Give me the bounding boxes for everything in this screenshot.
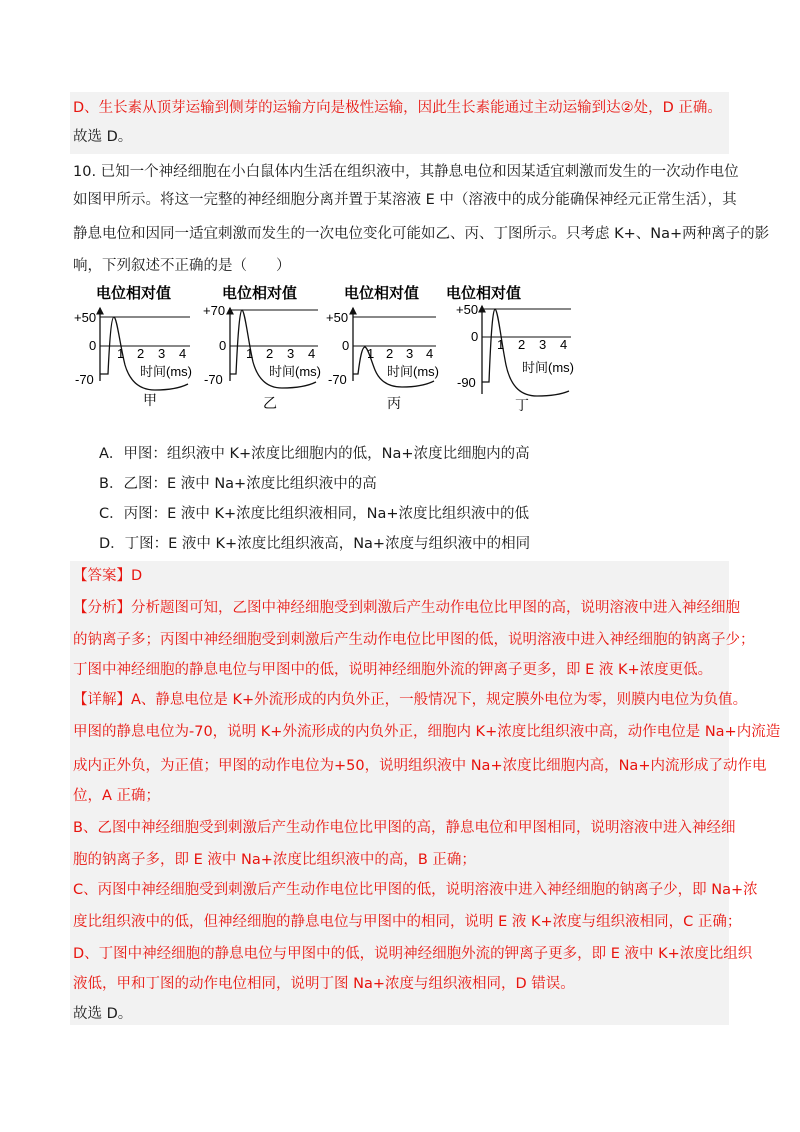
panel-yi-ylabel: 电位相对值 [222,285,298,302]
panel-ding-tick-2: 2 [518,337,526,352]
panel-bing-top-tick: +50 [326,310,349,325]
question-line-2: 如图甲所示。将这一完整的神经细胞分离并置于某溶液 E 中（溶液中的成分能确保神经元正常生活），其 [73,192,737,208]
option-c: C．丙图：E 液中 K+浓度比组织液相同，Na+浓度比组织液中的低 [99,506,530,522]
panel-bing [326,284,439,411]
panel-ding-zero: 0 [471,329,479,344]
panel-yi-top-tick: +70 [203,303,226,318]
panel-jia-zero: 0 [89,338,97,353]
panel-yi-name: 乙 [263,395,277,411]
panel-ding-ylabel: 电位相对值 [446,285,522,302]
panel-ding-tick-4: 4 [560,337,568,352]
analysis-label: 【分析】 [73,600,131,616]
detail-text-1: A、静息电位是 K+外流形成的内负外正，一般情况下，规定膜外电位为零，则膜内电位为负值。 [131,692,748,708]
panel-bing-bottom-tick: -70 [328,372,347,387]
question-line-3: 静息电位和因同一适宜刺激而发生的一次电位变化可能如乙、丙、丁图所示。只考虑 K+、Na+两种离子的影 [73,226,770,242]
answer-conclusion: 故选 D。 [73,1006,133,1022]
detail-line-2: 甲图的静息电位为-70，说明 K+外流形成的内负外正，细胞内 K+浓度比组织液中高，动作电位是 Na+内流造 [73,724,781,740]
detail-line-4: 位，A 正确； [73,788,161,804]
panel-jia-tick-1: 1 [117,346,125,361]
answer-label: 【答案】 [73,568,131,584]
panel-jia-bottom-tick: -70 [75,372,94,387]
question-line-1 [73,162,739,182]
analysis-line-1 [73,598,740,618]
option-a: A．甲图：组织液中 K+浓度比细胞内的低，Na+浓度比细胞内的高 [99,446,530,462]
panel-yi-xlabel: 时间(ms) [269,364,321,379]
answer-line [73,566,142,586]
panel-yi-tick-2: 2 [266,346,274,361]
question-text-1: 已知一个神经细胞在小白鼠体内生活在组织液中，其静息电位和因某适宜刺激而发生的一次动作电位 [100,164,739,180]
detail-line-10: 液低，甲和丁图的动作电位相同，说明丁图 Na+浓度与组织液相同，D 错误。 [73,976,575,992]
panel-yi-bottom-tick: -70 [204,372,223,387]
panel-jia-tick-2: 2 [137,346,145,361]
detail-line-6: 胞的钠离子多，即 E 液中 Na+浓度比组织液中的高，B 正确； [73,852,476,868]
panel-bing-tick-2: 2 [386,346,394,361]
option-b: B．乙图：E 液中 Na+浓度比组织液中的高 [99,476,377,492]
question-line-4: 响，下列叙述不正确的是（ ） [73,258,291,274]
panel-bing-ylabel: 电位相对值 [344,285,420,302]
panel-ding-tick-3: 3 [539,337,547,352]
detail-line-1 [73,690,747,710]
panel-yi-tick-1: 1 [246,346,254,361]
previous-answer-line-1: D、生长素从顶芽运输到侧芽的运输方向是极性运输，因此生长素能通过主动运输到达②处，D 正确。 [73,100,722,116]
panel-yi-zero: 0 [219,338,227,353]
panel-bing-tick-4: 4 [426,346,434,361]
panel-ding-bottom-tick: -90 [457,375,476,390]
potential-figure [0,280,800,420]
detail-line-7: C、丙图中神经细胞受到刺激后产生动作电位比甲图的低，说明溶液中进入神经细胞的钠离子少，即 Na+浓 [73,882,758,898]
detail-line-8: 度比组织液中的低，但神经细胞的静息电位与甲图中的相同，说明 E 液 K+浓度与组织液相同，C 正确； [73,914,742,930]
analysis-text-1: 分析题图可知，乙图中神经细胞受到刺激后产生动作电位比甲图的高，说明溶液中进入神经细胞 [131,600,740,616]
answer-value: D [131,568,143,584]
panel-jia-tick-3: 3 [158,346,166,361]
option-d: D．丁图：E 液中 K+浓度比组织液高，Na+浓度与组织液中的相同 [99,536,531,552]
panel-yi-tick-3: 3 [287,346,295,361]
panel-bing-zero: 0 [342,338,350,353]
panel-yi-tick-4: 4 [308,346,316,361]
panel-yi [203,284,321,411]
panel-jia [74,284,192,408]
detail-label: 【详解】 [73,692,131,708]
panel-jia-top-tick: +50 [74,310,97,325]
panel-ding-name: 丁 [515,397,529,413]
panel-ding-top-tick: +50 [456,302,479,317]
panel-jia-tick-4: 4 [179,346,187,361]
panel-jia-ylabel: 电位相对值 [96,285,172,302]
detail-line-9: D、丁图中神经细胞的静息电位与甲图中的低，说明神经细胞外流的钾离子更多，即 E 液中 K+浓度比组织 [73,946,753,962]
panel-bing-tick-1: 1 [367,346,375,361]
panel-jia-name: 甲 [143,392,157,408]
panel-ding-tick-1: 1 [497,337,505,352]
question-number: 10. [73,164,97,180]
detail-line-5: B、乙图中神经细胞受到刺激后产生动作电位比甲图的高，静息电位和甲图相同，说明溶液中进入神经细 [73,820,736,836]
panel-bing-tick-3: 3 [406,346,414,361]
previous-answer-line-2: 故选 D。 [73,129,133,145]
analysis-line-2: 的钠离子多；丙图中神经细胞受到刺激后产生动作电位比甲图的低，说明溶液中进入神经细胞的钠离子少； [73,632,755,648]
panel-bing-xlabel: 时间(ms) [387,364,439,379]
panel-ding-xlabel: 时间(ms) [522,360,574,375]
panel-ding [446,284,574,413]
analysis-line-3: 丁图中神经细胞的静息电位与甲图中的低，说明神经细胞外流的钾离子更多，即 E 液 K+浓度更低。 [73,662,713,678]
panel-jia-xlabel: 时间(ms) [140,364,192,379]
panel-bing-name: 丙 [387,395,401,411]
detail-line-3: 成内正外负，为正值；甲图的动作电位为+50，说明组织液中 Na+浓度比细胞内高，Na+内流形成了动作电 [73,758,767,774]
